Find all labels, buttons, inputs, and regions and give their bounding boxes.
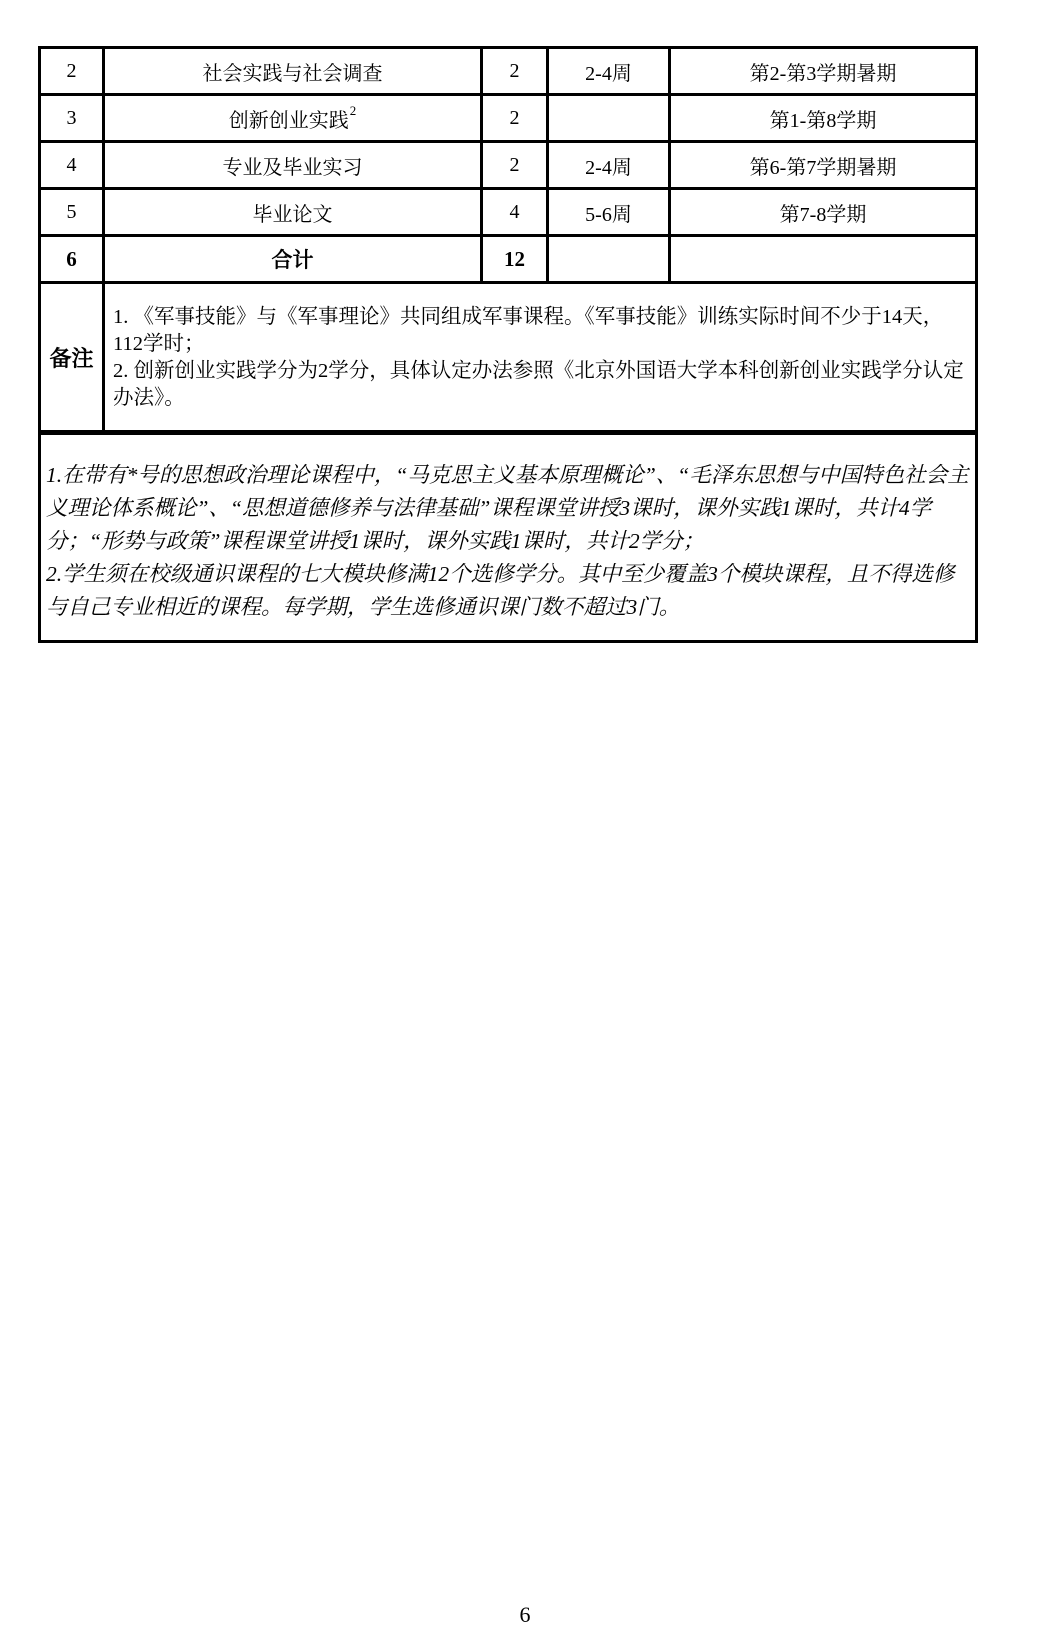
cell-semester: 第2-第3学期暑期: [749, 62, 897, 85]
cell-semester: 第1-第8学期: [769, 109, 877, 132]
course-name-text: 社会实践与社会调查: [202, 62, 383, 85]
cell-serial-number: 5: [41, 190, 105, 234]
cell-credits: 2: [483, 49, 549, 93]
cell-duration: [549, 237, 671, 281]
remark-content: [105, 284, 975, 430]
course-name-text: 专业及毕业实习: [222, 156, 363, 179]
footnote-item: 2.学生须在校级通识课程的七大模块修满12个选修学分。其中至少覆盖3个模块课程，且不得选修与自己专业相近的课程。每学期，学生选修通识课门数不超过3门。: [46, 562, 955, 619]
cell-duration: [549, 96, 671, 140]
curriculum-table: [38, 46, 978, 643]
remark-row: [41, 284, 975, 435]
remark-item: 1. 《军事技能》与《军事理论》共同组成军事课程。《军事技能》训练实际时间不少于14天，112学时；: [113, 306, 944, 355]
course-name-text: 毕业论文: [252, 203, 333, 226]
table-row: [41, 96, 975, 143]
cell-semester: 第6-第7学期暑期: [749, 156, 897, 179]
cell-duration: 5-6周: [549, 190, 671, 234]
page-number: 6: [519, 1602, 531, 1627]
cell-credits: 4: [483, 190, 549, 234]
remark-label: 备注: [41, 284, 105, 430]
table-row: [41, 190, 975, 237]
cell-course-name: [105, 143, 483, 187]
cell-duration: 2-4周: [549, 143, 671, 187]
total-label: 合计: [271, 248, 314, 272]
course-name-text: 创新创业实践: [228, 109, 349, 132]
cell-course-name: [105, 190, 483, 234]
cell-semester: [671, 237, 975, 281]
footnotes-block: [41, 435, 975, 640]
cell-serial-number: 2: [41, 49, 105, 93]
cell-serial-number: 3: [41, 96, 105, 140]
remark-item: 2. 创新创业实践学分为2学分，具体认定办法参照《北京外国语大学本科创新创业实践学分认定办法》。: [113, 360, 964, 409]
cell-semester: 第7-8学期: [779, 203, 867, 226]
table-row-total: [41, 237, 975, 284]
table-row: [41, 49, 975, 96]
cell-serial-number: 4: [41, 143, 105, 187]
cell-credits: 2: [483, 96, 549, 140]
cell-credits: 2: [483, 143, 549, 187]
cell-course-name: [105, 49, 483, 93]
footnote-item: 1.在带有*号的思想政治理论课程中，“马克思主义基本原理概论”、“毛泽东思想与中国特色社会主义理论体系概论”、“思想道德修养与法律基础”课程课堂讲授3课时，课外实践1课时，共计4学分；“形势与政策”课程课堂讲授1课时，课外实践1课时，共计2学分；: [46, 463, 969, 553]
cell-course-name: 创新创业实践 2: [105, 96, 483, 140]
cell-credits: 12: [483, 237, 549, 281]
table-row: [41, 143, 975, 190]
cell-serial-number: 6: [41, 237, 105, 281]
cell-duration: 2-4周: [549, 49, 671, 93]
cell-course-name: [105, 237, 483, 281]
